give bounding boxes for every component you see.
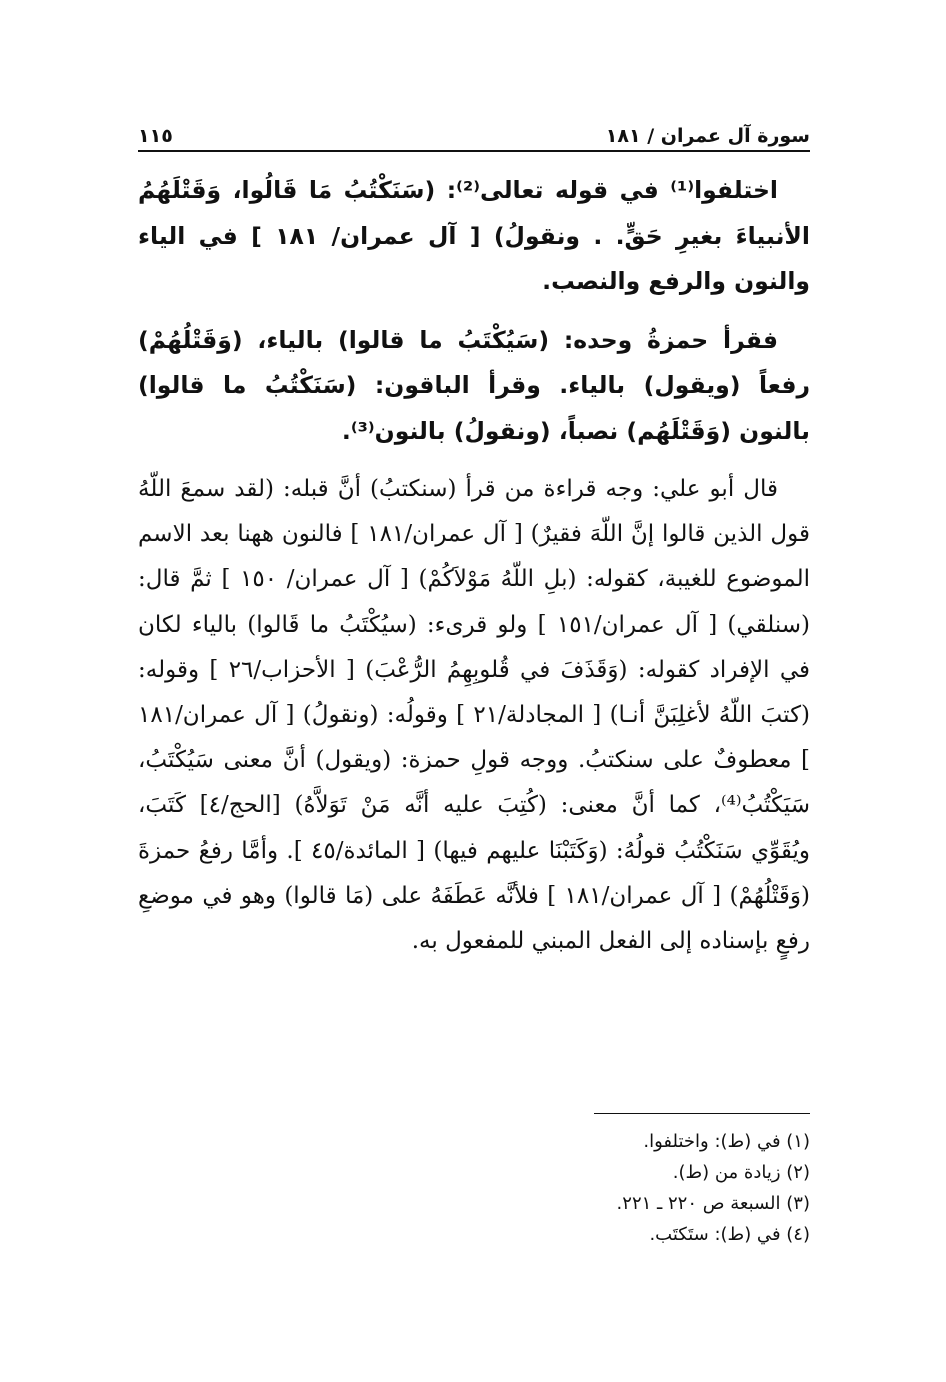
page-header — [138, 113, 810, 147]
paragraph-2-text: فقرأ حمزةُ وحده: (سَيُكْتَبُ ما قالوا) بالياء، (وَقَتْلُهُمْ) رفعاً (ويقول) بالياء. وقرأ الباقون: (سَنَكْتُبُ ما قالوا) بالنون (وَقَتْلَهُم) نصباً، (ونقولُ) بالنون⁽³⁾. — [138, 325, 810, 445]
header-rule — [138, 150, 810, 152]
footnote-separator — [594, 1113, 810, 1114]
running-title: سورة آل عمران / ١٨١ — [605, 125, 810, 147]
paragraph-3 — [138, 467, 810, 964]
footnotes — [138, 1126, 810, 1250]
paragraph-2 — [138, 318, 810, 455]
paragraph-1 — [138, 168, 810, 305]
footnote-2: (٢) زيادة من (ط). — [672, 1162, 810, 1183]
footnote-3: (٣) السبعة ص ٢٢٠ ـ ٢٢١. — [616, 1193, 810, 1214]
paragraph-3-text: قال أبو علي: وجه قراءة من قرأ (سنكتبُ) أنَّ قبله: (لقد سمعَ اللّهُ قول الذين قالوا إنَّ اللّهَ فقيرٌ) [ آل عمران/١٨١ ] فالنون ههنا بعد الاسم الموضوع للغيبة، كقوله: (بلِ اللّهُ مَوْلاَكُمْ) [ آل عمران/ ١٥٠ ] ثمَّ قال: (سنلقي) [ آل عمران/١٥١ ] ولو قرىء: (سيُكْتَبُ ما قَالوا) بالياء لكان في الإفراد كقوله: (وَقَذَفَ في قُلوبِهِمُ الرُّعْبَ) [ الأحزاب/٢٦ ] وقوله: (كتبَ اللّهُ لأغلِبَنَّ أنـا) [ المجادلة/٢١ ] وقولُه: (ونقولُ) [ آل عمران/١٨١ ] معطوفٌ على سنكتبُ. ووجه قولِ حمزة: (ويقول) أنَّ معنى سَيُكْتَبُ، سَيَكْتُبُ⁽⁴⁾، كما أنَّ معنى: (كُتِبَ عليه أنَّه مَنْ تَوَلاَّهُ) [الحج/٤] كَتَبَ، ويُقَوِّي سَنَكْتُبُ قولُهُ: (وَكَتَبْنَا عليهم فيها) [ المائدة/٤٥ ]. وأمَّا رفعُ حمزةَ (وَقَتْلُهُمْ) [ آل عمران/١٨١ ] فلأنَّه عَطَفَهُ على (مَا قالوا) وهو في موضعِ رفعٍ بإسناده إلى الفعل المبني للمفعول به. — [138, 476, 811, 955]
footnote-4: (٤) في (ط): ستَكتَب. — [649, 1224, 810, 1245]
paragraph-1-text: اختلفوا⁽¹⁾ في قوله تعالى⁽²⁾: (سَنَكْتُبُ مَا قَالُوا، وَقَتْلَهُمُ الأنبياءَ بغيرِ حَقٍّ. . ونقولُ) [ آل عمران/ ١٨١ ] في الياء والنون والرفع والنصب. — [138, 176, 810, 295]
footnote-1: (١) في (ط): واختلفوا. — [643, 1131, 810, 1152]
page-number: ١١٥ — [138, 125, 173, 147]
main-text — [138, 168, 810, 964]
